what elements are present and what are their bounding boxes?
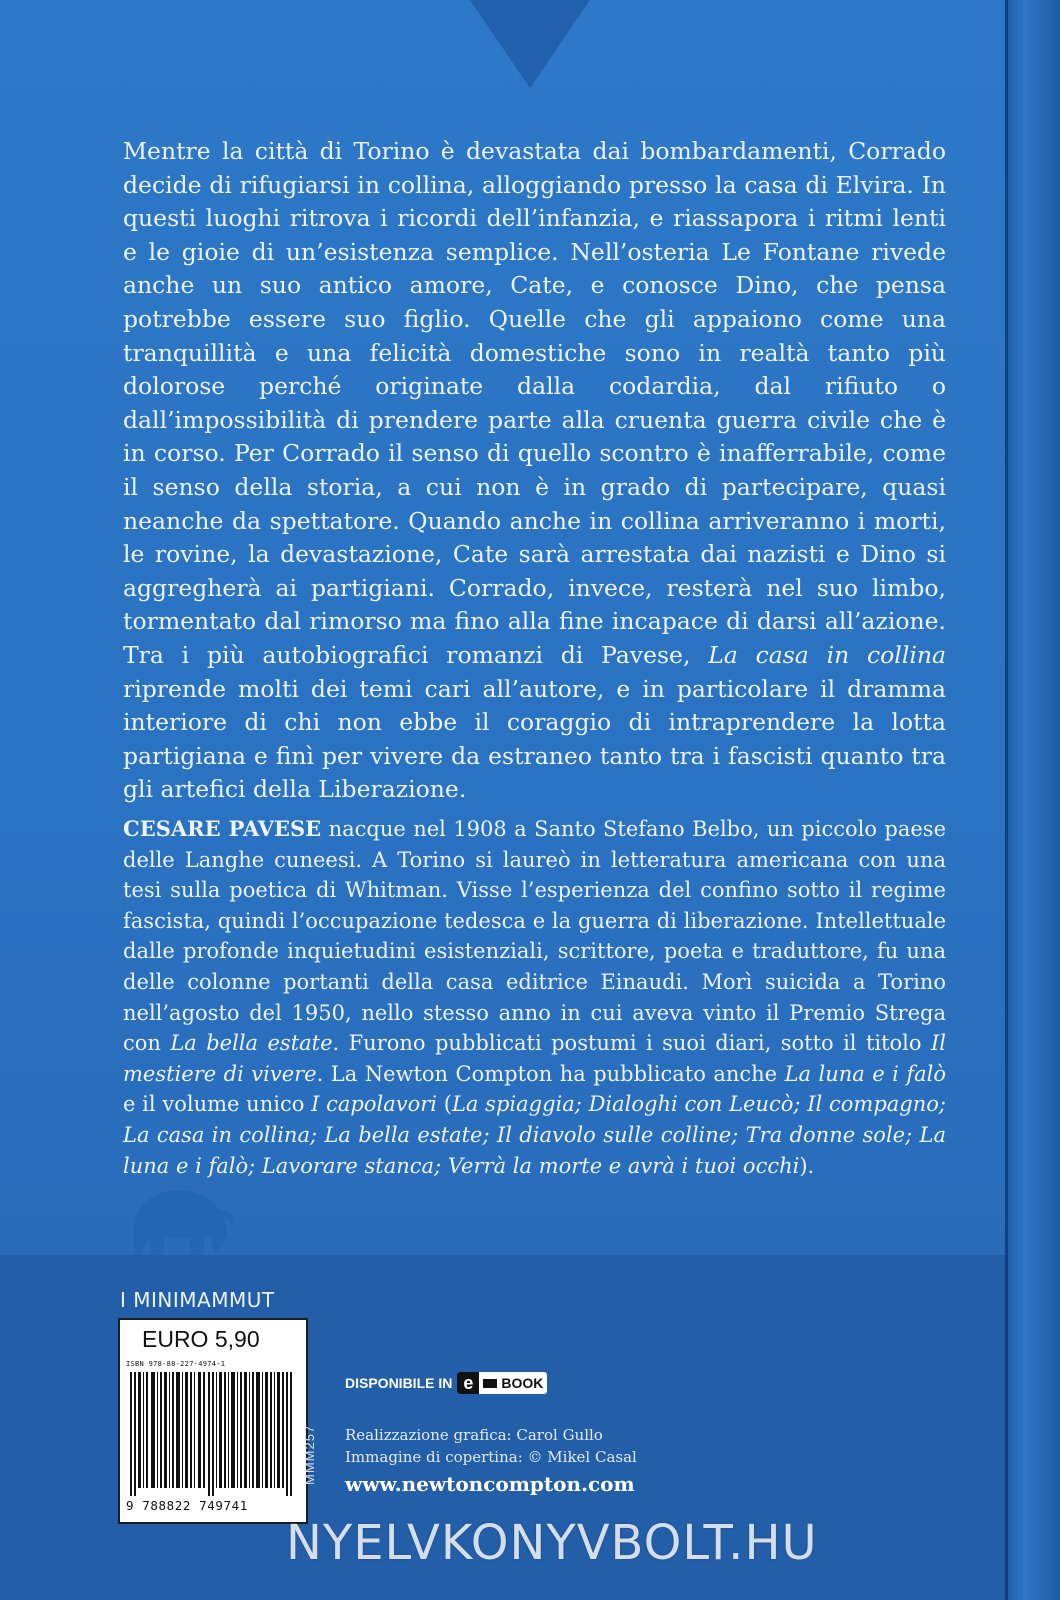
synopsis-text-1: Mentre la città di Torino è devastata dai bombardamenti, Corrado decide di rifugiarsi in collina, alloggiando presso la casa di Elvira. In questi luoghi ritrova i ricordi dell’infanzia, e riassapora i ritmi lenti e le gioie di un’esistenza semplice. Nell’osteria Le Fontane rivede anche un suo antico amore, Cate, e conosce Dino, che pensa potrebbe essere suo figlio. Quelle che gli appaiono come una tranquillità e una felicità domestiche sono in realtà tanto più dolorose perché originate dalla codardia, dal rifiuto o dall’impossibilità di prendere parte alla cruenta guerra civile che è in corso. Per Corrado il senso di quello scontro è inafferrabile, come il senso della storia, a cui non è in grado di partecipare, quasi neanche da spettatore. Quando anche in collina arriveranno i morti, le rovine, la devastazione, Cate sarà arrestata dai nazisti e Dino si aggregherà ai partigiani. Corrado, invece, resterà nel suo limbo, tormentato dal rimorso ma fino alla fine incapace di darsi all’azione. Tra i più autobiografici romanzi di Pavese, (123, 137, 946, 669)
mammoth-icon (120, 1180, 240, 1260)
watermark: NYELVKONYVBOLT.HU (286, 1515, 818, 1571)
bio-title: La luna e i falò (784, 1061, 947, 1086)
ebook-prefix: DISPONIBILE IN (345, 1375, 453, 1391)
bio-title: La bella estate (170, 1031, 333, 1056)
ebook-badge (457, 1372, 547, 1394)
triangle-notch-icon (470, 0, 590, 90)
bio-text: ). (799, 1153, 815, 1178)
cover-image-credit: Immagine di copertina: © Mikel Casal (345, 1448, 637, 1466)
bio-text: . Furono pubblicati postumi i suoi diari, sotto il titolo (332, 1031, 922, 1056)
author-name: CESARE PAVESE (123, 816, 322, 841)
publisher-website[interactable]: www.newtoncompton.com (345, 1472, 635, 1496)
bio-title: I capolavori (311, 1092, 438, 1117)
graphics-credit: Realizzazione grafica: Carol Gullo (345, 1426, 603, 1444)
synopsis-book-title: La casa in collina (708, 640, 946, 669)
ebook-availability (345, 1372, 547, 1394)
spine-edge (1005, 0, 1008, 1600)
ebook-bar-icon (483, 1379, 497, 1388)
ebook-label: BOOK (501, 1375, 544, 1391)
ebook-e-icon: e (457, 1372, 479, 1394)
isbn: ISBN 978-88-227-4974-1 (126, 1360, 226, 1368)
bio-title: Il mestiere di vivere (123, 1031, 946, 1086)
bio-title-list: La spiaggia; Dialoghi con Leucò; Il compagno; La casa in collina; La bella estate; Il diavolo sulle colline; Tra donne sole; La luna e i falò; Lavorare stanca; Verrà la morte e avrà i tuoi occhi (123, 1092, 946, 1178)
series-name: I MINIMAMMUT (120, 1288, 275, 1312)
price-barcode-box (118, 1318, 308, 1524)
bio-text: nacque nel 1908 a Santo Stefano Belbo, un piccolo paese delle Langhe cuneesi. A Torino si laureò in letteratura americana con una tesi sulla poetica di Whitman. Visse l’esperienza del confino sotto il regime fascista, quindi l’occupazione tedesca e la guerra di liberazione. Intellettuale dalle profonde inquietudini esistenziali, scrittore, poeta e traduttore, fu una delle colonne portanti della casa editrice Einaudi. Morì suicida a Torino nell’agosto del 1950, nello stesso anno in cui aveva vinto il Premio Strega con (123, 817, 946, 1056)
bio-text: e il volume unico (123, 1092, 305, 1117)
bio-text: ( (443, 1092, 452, 1117)
barcode-digits: 9 788822 749741 (126, 1498, 248, 1513)
barcode-icon (128, 1372, 300, 1496)
book-spine (1005, 0, 1060, 1600)
price: EURO 5,90 (142, 1326, 260, 1352)
product-code: MMM257 (302, 1424, 317, 1485)
author-bio (123, 814, 946, 1181)
bio-text: . La Newton Compton ha pubblicato anche (316, 1061, 778, 1086)
synopsis-paragraph (123, 135, 946, 807)
synopsis-text-2: riprende molti dei temi cari all’autore, e in particolare il dramma interiore di chi non ebbe il coraggio di intraprendere la lotta partigiana e finì per vivere da estraneo tanto tra i fascisti quanto tra gli artefici della Liberazione. (123, 674, 946, 804)
